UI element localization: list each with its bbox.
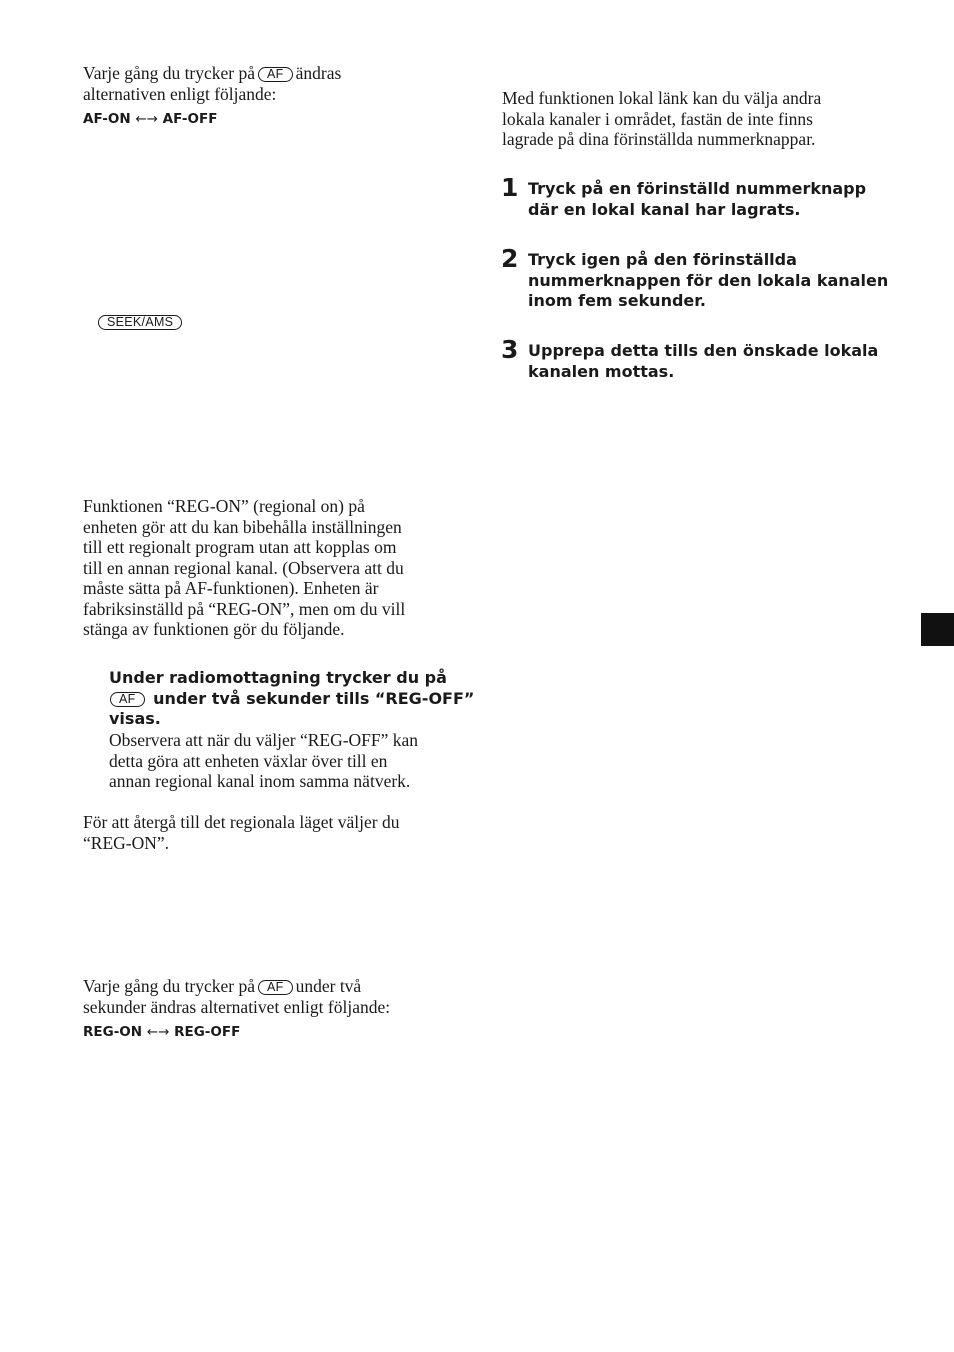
section-tab-marker <box>921 613 954 646</box>
reg-intro-text-end: under två <box>295 976 362 996</box>
double-arrow-icon: ←→ <box>135 111 158 127</box>
step-line: nummerknappen för den lokala kanalen <box>528 270 889 290</box>
local-link-intro <box>502 88 821 150</box>
step-text <box>528 341 878 382</box>
step-line: kanalen mottas. <box>528 361 675 381</box>
reg-sequence <box>83 1024 240 1040</box>
reg-para-line: Funktionen “REG-ON” (regional on) på <box>83 496 365 516</box>
reg-paragraph <box>83 496 405 640</box>
note-line: annan regional kanal inom samma nätverk. <box>109 771 411 791</box>
af-button-label: AF <box>258 980 293 995</box>
note-line: Observera att när du väljer “REG-OFF” kan <box>109 730 419 750</box>
reg-para-line: till ett regionalt program utan att kopplas om <box>83 537 397 557</box>
step-line: där en lokal kanal har lagrats. <box>528 199 801 219</box>
step-line: inom fem sekunder. <box>528 291 706 310</box>
step-line: under två sekunder tills “REG-OFF” <box>153 688 475 708</box>
seek-ams-key <box>95 314 185 332</box>
step-line: Under radiomottagning trycker du på <box>109 668 447 687</box>
reg-intro-text: Varje gång du trycker på <box>83 976 256 996</box>
af-intro-text: Varje gång du trycker på <box>83 63 256 83</box>
af-on-label: AF-ON <box>83 111 131 127</box>
double-arrow-icon: ←→ <box>146 1024 170 1040</box>
reg-para-line: stänga av funktionen gör du följande. <box>83 619 345 639</box>
return-line: För att återgå till det regionala läget väljer du <box>83 812 400 832</box>
af-button-label: AF <box>110 692 145 707</box>
intro-line: lagrade på dina förinställda nummerknappar. <box>502 129 816 149</box>
af-off-label: AF-OFF <box>162 111 218 127</box>
intro-line: Med funktionen lokal länk kan du välja andra <box>502 88 822 108</box>
reg-para-line: till en annan regional kanal. (Observera att du <box>83 557 404 578</box>
reg-intro <box>83 976 390 1017</box>
intro-line: lokala kanaler i området, fastän de inte finns <box>502 108 813 129</box>
return-instruction <box>83 812 400 853</box>
reg-para-line: fabriksinställd på “REG-ON”, men om du vill <box>83 598 406 619</box>
reg-para-line: enheten gör att du kan bibehålla inställningen <box>83 516 402 537</box>
reg-para-line: måste sätta på AF-funktionen). Enheten är <box>83 578 379 598</box>
return-line: “REG-ON”. <box>83 832 170 853</box>
step-number: 2 <box>501 244 519 273</box>
step-line: Tryck igen på den förinställda <box>528 250 797 269</box>
af-button-label: AF <box>258 67 293 82</box>
step-line: visas. <box>109 709 161 728</box>
reg-off-label: REG-OFF <box>174 1024 241 1040</box>
af-intro-line2: alternativen enligt följande: <box>83 83 277 104</box>
reg-off-note <box>109 730 418 792</box>
step-text <box>528 250 888 312</box>
reg-off-step <box>109 668 474 730</box>
af-intro-text-end: ändras <box>295 63 342 83</box>
reg-intro-line2: sekunder ändras alternativet enligt följande: <box>83 996 391 1017</box>
seek-ams-button-label: SEEK/AMS <box>98 315 182 330</box>
af-intro <box>83 63 341 104</box>
af-sequence <box>83 111 217 127</box>
step-line: Tryck på en förinställd nummerknapp <box>528 179 867 198</box>
note-line: detta göra att enheten växlar över till en <box>109 750 388 771</box>
step-text <box>528 179 866 220</box>
step-line: Upprepa detta tills den önskade lokala <box>528 341 879 360</box>
step-number: 1 <box>501 173 519 202</box>
step-number: 3 <box>501 335 519 364</box>
reg-on-label: REG-ON <box>83 1024 143 1040</box>
